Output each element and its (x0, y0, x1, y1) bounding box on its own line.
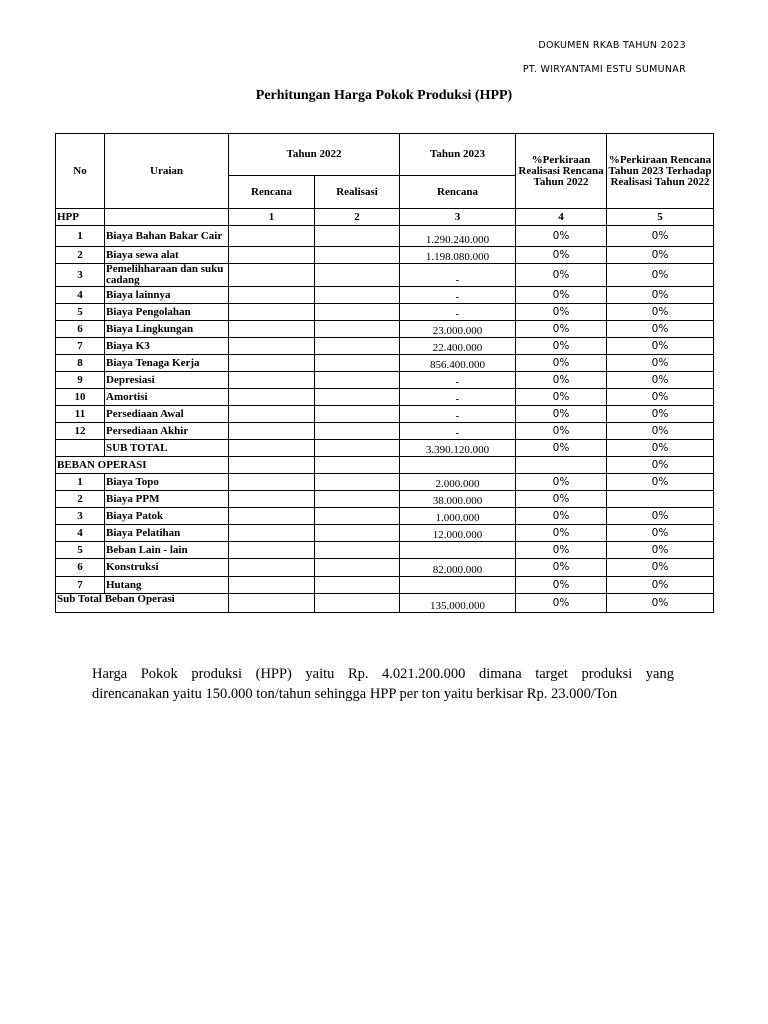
subtotal-pct-realisasi: 0% (516, 440, 607, 457)
row-pct-rencana: 0% (607, 264, 714, 287)
row-uraian: Biaya Tenaga Kerja (105, 355, 229, 372)
beban-subtotal-row (56, 594, 714, 613)
row-realisasi-2022 (315, 264, 400, 287)
row-pct-rencana: 0% (607, 338, 714, 355)
page-title: Perhitungan Harga Pokok Produksi (HPP) (255, 88, 513, 103)
header-tahun-2022: Tahun 2022 (229, 134, 400, 176)
row-rencana-2022 (229, 577, 315, 594)
header-tahun-2023: Tahun 2023 (400, 134, 516, 176)
row-rencana-2023: 82.000.000 (400, 559, 516, 577)
section-beban-label: BEBAN OPERASI (56, 457, 229, 474)
beban-subtotal-pct-rencana: 0% (607, 594, 714, 613)
row-rencana-2023: - (400, 287, 516, 304)
row-uraian: Persediaan Awal (105, 406, 229, 423)
row-rencana-2022 (229, 474, 315, 491)
row-rencana-2023 (400, 577, 516, 594)
row-rencana-2023: 23.000.000 (400, 321, 516, 338)
table-row (56, 508, 714, 525)
row-uraian: Beban Lain - lain (105, 542, 229, 559)
row-pct-realisasi: 0% (516, 542, 607, 559)
row-realisasi-2022 (315, 321, 400, 338)
row-no: 1 (56, 474, 105, 491)
row-rencana-2022 (229, 372, 315, 389)
company-name: PT. WIRYANTAMI ESTU SUMUNAR (522, 64, 686, 75)
header-rencana-2022: Rencana (229, 176, 315, 209)
row-no: 1 (56, 226, 105, 247)
table-row (56, 491, 714, 508)
table-row (56, 338, 714, 355)
row-uraian: Biaya Pengolahan (105, 304, 229, 321)
section-pct-rencana: 0% (607, 457, 714, 474)
row-pct-rencana: 0% (607, 406, 714, 423)
subtotal-label: SUB TOTAL (105, 440, 229, 457)
subtotal-row (56, 440, 714, 457)
row-pct-rencana: 0% (607, 372, 714, 389)
row-uraian: Pemelihharaan dan suku cadang (105, 264, 229, 287)
row-rencana-2023: 2.000.000 (400, 474, 516, 491)
row-rencana-2022 (229, 389, 315, 406)
row-no: 5 (56, 542, 105, 559)
row-rencana-2023: - (400, 372, 516, 389)
row-realisasi-2022 (315, 304, 400, 321)
document-label: DOKUMEN RKAB TAHUN 2023 (538, 40, 686, 51)
index-row (56, 209, 714, 226)
row-no: 10 (56, 389, 105, 406)
row-pct-realisasi: 0% (516, 389, 607, 406)
table-row (56, 389, 714, 406)
row-realisasi-2022 (315, 372, 400, 389)
row-pct-rencana: 0% (607, 508, 714, 525)
row-rencana-2022 (229, 304, 315, 321)
row-no: 11 (56, 406, 105, 423)
table-row (56, 474, 714, 491)
row-rencana-2023: 1.290.240.000 (400, 226, 516, 247)
table-row (56, 247, 714, 264)
row-pct-rencana: 0% (607, 321, 714, 338)
row-pct-realisasi: 0% (516, 406, 607, 423)
row-rencana-2022 (229, 508, 315, 525)
row-pct-rencana: 0% (607, 247, 714, 264)
row-rencana-2023: - (400, 389, 516, 406)
row-realisasi-2022 (315, 389, 400, 406)
row-realisasi-2022 (315, 247, 400, 264)
table-body (56, 209, 714, 613)
row-realisasi-2022 (315, 542, 400, 559)
row-pct-realisasi: 0% (516, 321, 607, 338)
row-rencana-2023 (400, 542, 516, 559)
beban-subtotal-label: Sub Total Beban Operasi (56, 594, 229, 613)
row-rencana-2023: 856.400.000 (400, 355, 516, 372)
row-rencana-2022 (229, 355, 315, 372)
row-realisasi-2022 (315, 287, 400, 304)
row-pct-rencana: 0% (607, 287, 714, 304)
table-row (56, 423, 714, 440)
row-pct-realisasi: 0% (516, 423, 607, 440)
row-pct-realisasi: 0% (516, 287, 607, 304)
row-no: 2 (56, 491, 105, 508)
row-pct-realisasi: 0% (516, 372, 607, 389)
row-uraian: Biaya Topo (105, 474, 229, 491)
row-pct-rencana: 0% (607, 226, 714, 247)
index-1: 1 (229, 209, 315, 226)
beban-subtotal-pct-realisasi: 0% (516, 594, 607, 613)
row-pct-rencana: 0% (607, 542, 714, 559)
row-pct-rencana: 0% (607, 389, 714, 406)
section-hpp-label: HPP (56, 209, 105, 226)
table-row (56, 525, 714, 542)
header-realisasi-2022: Realisasi (315, 176, 400, 209)
row-no: 8 (56, 355, 105, 372)
row-pct-realisasi: 0% (516, 304, 607, 321)
table-row (56, 226, 714, 247)
row-rencana-2022 (229, 264, 315, 287)
row-no: 7 (56, 577, 105, 594)
row-rencana-2022 (229, 406, 315, 423)
section-cell (315, 457, 400, 474)
paragraph-line-2: direncanakan yaitu 150.000 ton/tahun sehingga HPP per ton yaitu berkisar Rp. 23.000/Ton (92, 686, 618, 702)
row-uraian: Biaya Pelatihan (105, 525, 229, 542)
table-row (56, 355, 714, 372)
row-no: 4 (56, 287, 105, 304)
row-rencana-2022 (229, 321, 315, 338)
table-row (56, 287, 714, 304)
row-pct-realisasi: 0% (516, 355, 607, 372)
section-cell (229, 457, 315, 474)
row-rencana-2023: 1.198.080.000 (400, 247, 516, 264)
row-uraian: Biaya K3 (105, 338, 229, 355)
row-pct-rencana: 0% (607, 304, 714, 321)
subtotal-pct-rencana: 0% (607, 440, 714, 457)
row-rencana-2022 (229, 525, 315, 542)
beban-subtotal-rencana-2023: 135.000.000 (400, 594, 516, 613)
row-realisasi-2022 (315, 508, 400, 525)
row-uraian: Biaya sewa alat (105, 247, 229, 264)
row-rencana-2022 (229, 423, 315, 440)
table-row (56, 264, 714, 287)
index-4: 4 (516, 209, 607, 226)
row-pct-realisasi: 0% (516, 474, 607, 491)
row-no: 3 (56, 264, 105, 287)
beban-subtotal-realisasi-2022 (315, 594, 400, 613)
subtotal-realisasi-2022 (315, 440, 400, 457)
row-no: 9 (56, 372, 105, 389)
row-no: 6 (56, 559, 105, 577)
row-pct-rencana: 0% (607, 423, 714, 440)
row-realisasi-2022 (315, 474, 400, 491)
row-uraian: Biaya Patok (105, 508, 229, 525)
row-realisasi-2022 (315, 406, 400, 423)
row-pct-realisasi: 0% (516, 577, 607, 594)
table-row (56, 577, 714, 594)
row-realisasi-2022 (315, 491, 400, 508)
header-pct-realisasi: %Perkiraan Realisasi Rencana Tahun 2022 (516, 134, 607, 209)
row-rencana-2022 (229, 542, 315, 559)
row-rencana-2023: - (400, 406, 516, 423)
subtotal-rencana-2022 (229, 440, 315, 457)
row-no: 2 (56, 247, 105, 264)
row-rencana-2023: - (400, 423, 516, 440)
row-rencana-2023: - (400, 304, 516, 321)
table-row (56, 372, 714, 389)
row-rencana-2022 (229, 338, 315, 355)
hpp-table (55, 133, 714, 613)
subtotal-no (56, 440, 105, 457)
row-no: 12 (56, 423, 105, 440)
row-pct-realisasi: 0% (516, 338, 607, 355)
row-rencana-2023: - (400, 264, 516, 287)
row-no: 4 (56, 525, 105, 542)
table-row (56, 304, 714, 321)
row-pct-rencana: 0% (607, 355, 714, 372)
row-uraian: Depresiasi (105, 372, 229, 389)
row-rencana-2022 (229, 287, 315, 304)
row-no: 5 (56, 304, 105, 321)
row-pct-realisasi: 0% (516, 525, 607, 542)
row-realisasi-2022 (315, 577, 400, 594)
row-uraian: Persediaan Akhir (105, 423, 229, 440)
header-rencana-2023: Rencana (400, 176, 516, 209)
index-5: 5 (607, 209, 714, 226)
row-rencana-2023: 1.000.000 (400, 508, 516, 525)
table-row (56, 542, 714, 559)
table-row (56, 321, 714, 338)
row-realisasi-2022 (315, 226, 400, 247)
row-rencana-2022 (229, 247, 315, 264)
row-uraian: Amortisi (105, 389, 229, 406)
row-uraian: Konstruksi (105, 559, 229, 577)
row-rencana-2023: 12.000.000 (400, 525, 516, 542)
row-pct-rencana: 0% (607, 525, 714, 542)
row-rencana-2022 (229, 491, 315, 508)
row-no: 7 (56, 338, 105, 355)
row-pct-rencana: 0% (607, 474, 714, 491)
row-pct-realisasi: 0% (516, 559, 607, 577)
header-no: No (56, 134, 105, 209)
index-3: 3 (400, 209, 516, 226)
row-pct-realisasi: 0% (516, 508, 607, 525)
row-realisasi-2022 (315, 338, 400, 355)
section-header-row (56, 457, 714, 474)
row-rencana-2023: 22.400.000 (400, 338, 516, 355)
paragraph-line-1: Harga Pokok produksi (HPP) yaitu Rp. 4.021.200.000 dimana target produksi yang (92, 666, 674, 682)
row-realisasi-2022 (315, 355, 400, 372)
row-rencana-2022 (229, 226, 315, 247)
row-no: 3 (56, 508, 105, 525)
row-rencana-2022 (229, 559, 315, 577)
row-pct-realisasi: 0% (516, 247, 607, 264)
row-uraian: Biaya Bahan Bakar Cair (105, 226, 229, 247)
row-pct-realisasi: 0% (516, 264, 607, 287)
row-uraian: Biaya Lingkungan (105, 321, 229, 338)
row-pct-realisasi: 0% (516, 491, 607, 508)
summary-paragraph (92, 664, 674, 704)
row-realisasi-2022 (315, 525, 400, 542)
row-no: 6 (56, 321, 105, 338)
row-pct-realisasi: 0% (516, 226, 607, 247)
table-row (56, 406, 714, 423)
row-pct-rencana: 0% (607, 559, 714, 577)
subtotal-rencana-2023: 3.390.120.000 (400, 440, 516, 457)
row-realisasi-2022 (315, 559, 400, 577)
row-uraian: Hutang (105, 577, 229, 594)
beban-subtotal-rencana-2022 (229, 594, 315, 613)
index-2: 2 (315, 209, 400, 226)
table-row (56, 559, 714, 577)
header-uraian: Uraian (105, 134, 229, 209)
header-pct-rencana: %Perkiraan Rencana Tahun 2023 Terhadap Realisasi Tahun 2022 (607, 134, 714, 209)
row-pct-rencana: 0% (607, 577, 714, 594)
row-uraian: Biaya lainnya (105, 287, 229, 304)
row-pct-rencana (607, 491, 714, 508)
row-realisasi-2022 (315, 423, 400, 440)
section-cell (516, 457, 607, 474)
row-uraian: Biaya PPM (105, 491, 229, 508)
row-rencana-2023: 38.000.000 (400, 491, 516, 508)
section-cell (400, 457, 516, 474)
